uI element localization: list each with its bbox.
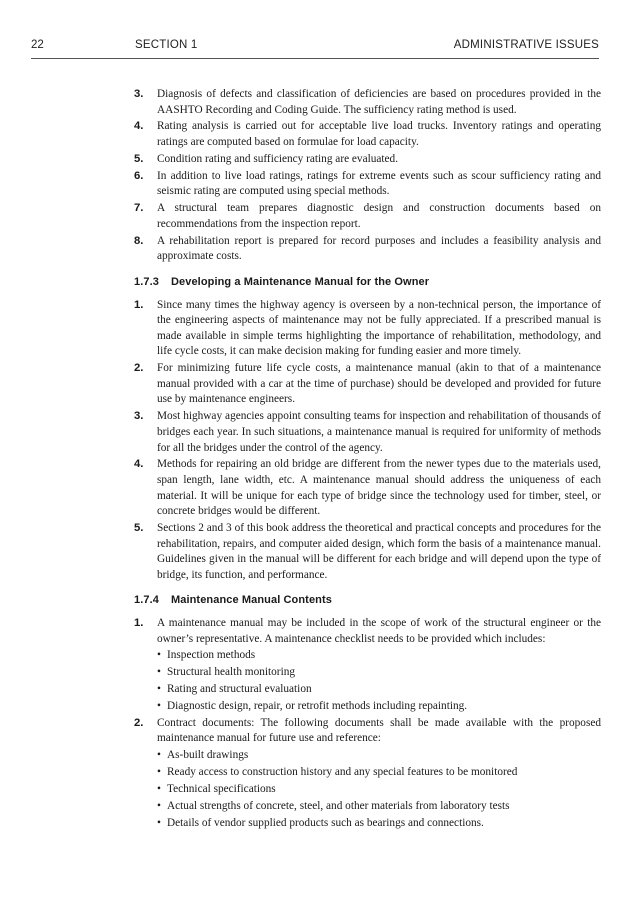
item-number: 4.	[134, 458, 144, 471]
item-number: 6.	[134, 169, 144, 182]
bullet-item: • Structural health monitoring	[157, 665, 601, 681]
list-item	[134, 521, 601, 583]
list-item	[134, 716, 601, 831]
header-rule	[31, 58, 599, 59]
list-item	[134, 87, 601, 118]
bullet-item: • Ready access to construction history and any special features to be monitored	[157, 765, 601, 781]
bullet-item: • Details of vendor supplied products such as bearings and connections.	[157, 816, 601, 832]
item-number: 4.	[134, 120, 144, 133]
item-text: Diagnosis of defects and classification of deficiencies are based on procedures provided in the AASHTO Recording and Coding Guide. The sufficiency rating method is used.	[157, 88, 601, 116]
item-number: 8.	[134, 234, 144, 247]
checklist-bullets	[157, 648, 601, 714]
subsection-number: 1.7.3	[134, 276, 159, 289]
bullet-item: • Inspection methods	[157, 648, 601, 664]
item-text: In addition to live load ratings, ratings for extreme events such as scour sufficiency rating and seismic rating are computed using special methods.	[157, 169, 601, 198]
item-text: Methods for repairing an old bridge are different from the newer types due to the materials used, span length, lane width, etc. A maintenance manual should address the uniqueness of each material. It will be unique for each type of bridge since the technology used for timber, steel, or concrete bridges would be different.	[157, 458, 601, 518]
subsection-title: Developing a Maintenance Manual for the Owner	[170, 276, 430, 289]
continued-list	[134, 87, 601, 265]
subsection-title: Maintenance Manual Contents	[170, 594, 332, 607]
subsection-heading-1-7-3	[134, 275, 601, 291]
contract-documents-bullets	[157, 748, 601, 831]
chapter-topic: ADMINISTRATIVE ISSUES	[453, 39, 599, 51]
list-item	[134, 234, 601, 265]
list-item	[134, 169, 601, 200]
bullet-item: • As-built drawings	[157, 748, 601, 764]
item-number: 1.	[134, 617, 144, 630]
item-text: A rehabilitation report is prepared for record purposes and includes a feasibility analysis and approximate costs.	[157, 234, 601, 263]
list-item	[134, 409, 601, 456]
item-text: A structural team prepares diagnostic design and construction documents based on recommendations from the inspection report.	[157, 202, 601, 230]
page-number: 22	[31, 39, 44, 51]
section-label: SECTION 1	[135, 39, 198, 51]
item-text: Most highway agencies appoint consulting teams for inspection and rehabilitation of thousands of bridges each year. In such situations, a maintenance manual is required for uniformity of methods for all the bridges under the control of the agency.	[157, 410, 601, 454]
list-item	[134, 298, 601, 360]
list-item	[134, 361, 601, 408]
list-item	[134, 201, 601, 232]
item-number: 5.	[134, 522, 144, 535]
item-number: 2.	[134, 716, 144, 729]
list-item	[134, 616, 601, 714]
item-number: 3.	[134, 88, 144, 100]
item-number: 3.	[134, 410, 144, 423]
item-number: 1.	[134, 298, 144, 311]
item-number: 7.	[134, 202, 144, 215]
subsection-heading-1-7-4	[134, 593, 601, 609]
page-body	[134, 87, 601, 832]
bullet-item: • Rating and structural evaluation	[157, 682, 601, 698]
list-item	[134, 152, 601, 168]
item-text: For minimizing future life cycle costs, a maintenance manual (akin to that of a maintenance manual provided with a car at the time of purchase) should be developed and provided for future use by maintenance engineers.	[157, 362, 601, 406]
bullet-item: • Actual strengths of concrete, steel, and other materials from laboratory tests	[157, 799, 601, 815]
manual-contents-list	[134, 616, 601, 831]
bullet-item: • Technical specifications	[157, 782, 601, 798]
subsection-number: 1.7.4	[134, 594, 159, 607]
item-text: A maintenance manual may be included in the scope of work of the structural engineer or the owner’s representative. A maintenance checklist needs to be provided which includes:	[157, 617, 601, 645]
maintenance-manual-list	[134, 298, 601, 584]
item-number: 2.	[134, 362, 144, 375]
list-item	[134, 119, 601, 150]
item-text: Contract documents: The following documents shall be made available with the proposed maintenance manual for future use and reference:	[157, 716, 601, 745]
bullet-item: • Diagnostic design, repair, or retrofit methods including repainting.	[157, 699, 601, 715]
item-text: Sections 2 and 3 of this book address the theoretical and practical concepts and procedures for the rehabilitation, repairs, and computer aided design, which form the basis of a maintenance manual. Guidelines given in the manual will be different for each bridge and will depend upon the type of bridge, its function, and performance.	[157, 522, 601, 581]
item-text: Condition rating and sufficiency rating are evaluated.	[157, 152, 399, 165]
item-text: Since many times the highway agency is overseen by a non-technical person, the importance of the engineering aspects of maintenance may not be fully appreciated. If a prescribed manual is made available in simple terms highlighting the importance of rehabilitation, methodology, and life cycle costs, it can make decision making for funding easier and more timely.	[157, 298, 601, 358]
list-item	[134, 457, 601, 519]
running-header	[31, 39, 599, 57]
item-text: Rating analysis is carried out for acceptable live load trucks. Inventory ratings and operating ratings are computed based on formulae for load capacity.	[157, 120, 601, 149]
item-number: 5.	[134, 152, 144, 165]
